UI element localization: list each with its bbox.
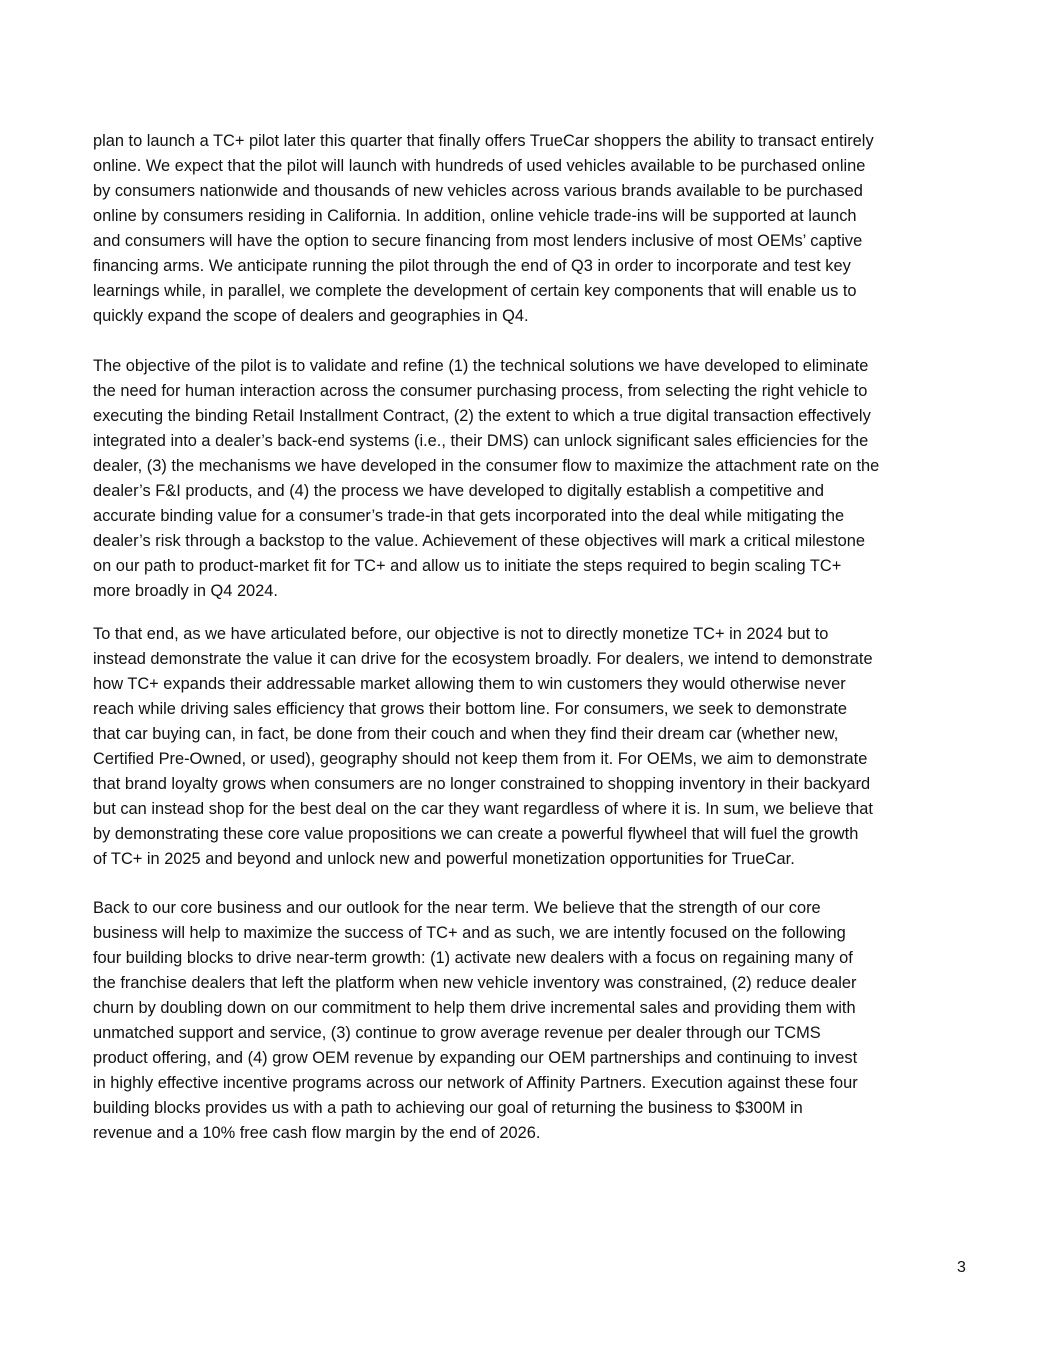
text-line: churn by doubling down on our commitment to help them drive incremental sales and providing them with	[93, 999, 856, 1017]
text-line: reach while driving sales efficiency that grows their bottom line. For consumers, we seek to demonstrate	[93, 700, 848, 718]
text-line: the franchise dealers that left the platform when new vehicle inventory was constrained, (2) reduce dealer	[93, 974, 857, 992]
text-line: plan to launch a TC+ pilot later this quarter that finally offers TrueCar shoppers the ability to transact entirely	[93, 132, 874, 150]
text-line: dealer’s risk through a backstop to the value. Achievement of these objectives will mark a critical milestone	[93, 532, 865, 550]
text-line: instead demonstrate the value it can drive for the ecosystem broadly. For dealers, we intend to demonstrate	[93, 650, 873, 668]
text-line: but can instead shop for the best deal on the car they want regardless of where it is. In sum, we believe that	[93, 800, 873, 818]
paragraph-core-business	[93, 896, 973, 1146]
text-line: Certified Pre-Owned, or used), geography should not keep them from it. For OEMs, we aim to demonstrate	[93, 750, 868, 768]
text-line: product offering, and (4) grow OEM revenue by expanding our OEM partnerships and continuing to invest	[93, 1049, 858, 1067]
text-line: integrated into a dealer’s back-end systems (i.e., their DMS) can unlock significant sales efficiencies for the	[93, 432, 869, 450]
paragraph-monetization	[93, 622, 973, 872]
text-line: that brand loyalty grows when consumers are no longer constrained to shopping inventory in their backyard	[93, 775, 871, 793]
text-line: online by consumers residing in California. In addition, online vehicle trade-ins will be supported at launch	[93, 207, 857, 225]
text-line: how TC+ expands their addressable market allowing them to win customers they would otherwise never	[93, 675, 846, 693]
text-line: the need for human interaction across the consumer purchasing process, from selecting the right vehicle to	[93, 382, 868, 400]
paragraph-tc-plus-pilot	[93, 129, 973, 329]
text-line: learnings while, in parallel, we complete the development of certain key components that will enable us to	[93, 282, 857, 300]
text-line: of TC+ in 2025 and beyond and unlock new and powerful monetization opportunities for TrueCar.	[93, 850, 795, 868]
text-line: dealer, (3) the mechanisms we have developed in the consumer flow to maximize the attachment rate on the	[93, 457, 880, 475]
text-line: business will help to maximize the success of TC+ and as such, we are intently focused on the following	[93, 924, 846, 942]
text-line: by demonstrating these core value propositions we can create a powerful flywheel that will fuel the growth	[93, 825, 859, 843]
text-line: unmatched support and service, (3) continue to grow average revenue per dealer through our TCMS	[93, 1024, 821, 1042]
text-line: on our path to product-market fit for TC+ and allow us to initiate the steps required to begin scaling TC+	[93, 557, 842, 575]
text-line: four building blocks to drive near-term growth: (1) activate new dealers with a focus on regaining many of	[93, 949, 853, 967]
text-line: quickly expand the scope of dealers and geographies in Q4.	[93, 307, 529, 325]
text-line: by consumers nationwide and thousands of new vehicles across various brands available to be purchased	[93, 182, 863, 200]
text-line: The objective of the pilot is to validate and refine (1) the technical solutions we have developed to eliminate	[93, 357, 869, 375]
text-line: executing the binding Retail Installment Contract, (2) the extent to which a true digital transaction effectively	[93, 407, 871, 425]
text-line: that car buying can, in fact, be done from their couch and when they find their dream car (whether new,	[93, 725, 839, 743]
text-line: financing arms. We anticipate running the pilot through the end of Q3 in order to incorporate and test key	[93, 257, 851, 275]
text-line: in highly effective incentive programs across our network of Affinity Partners. Execution against these four	[93, 1074, 858, 1092]
text-line: building blocks provides us with a path to achieving our goal of returning the business to $300M in	[93, 1099, 803, 1117]
page-number: 3	[957, 1259, 966, 1276]
paragraph-pilot-objective	[93, 354, 973, 604]
text-line: dealer’s F&I products, and (4) the process we have developed to digitally establish a competitive and	[93, 482, 825, 500]
text-line: To that end, as we have articulated before, our objective is not to directly monetize TC+ in 2024 but to	[93, 625, 829, 643]
text-line: and consumers will have the option to secure financing from most lenders inclusive of most OEMs’ captive	[93, 232, 863, 250]
text-line: Back to our core business and our outlook for the near term. We believe that the strength of our core	[93, 899, 821, 917]
text-line: online. We expect that the pilot will launch with hundreds of used vehicles available to be purchased online	[93, 157, 866, 175]
text-line: more broadly in Q4 2024.	[93, 582, 278, 600]
text-line: accurate binding value for a consumer’s trade-in that gets incorporated into the deal while mitigating the	[93, 507, 845, 525]
text-line: revenue and a 10% free cash flow margin by the end of 2026.	[93, 1124, 541, 1142]
